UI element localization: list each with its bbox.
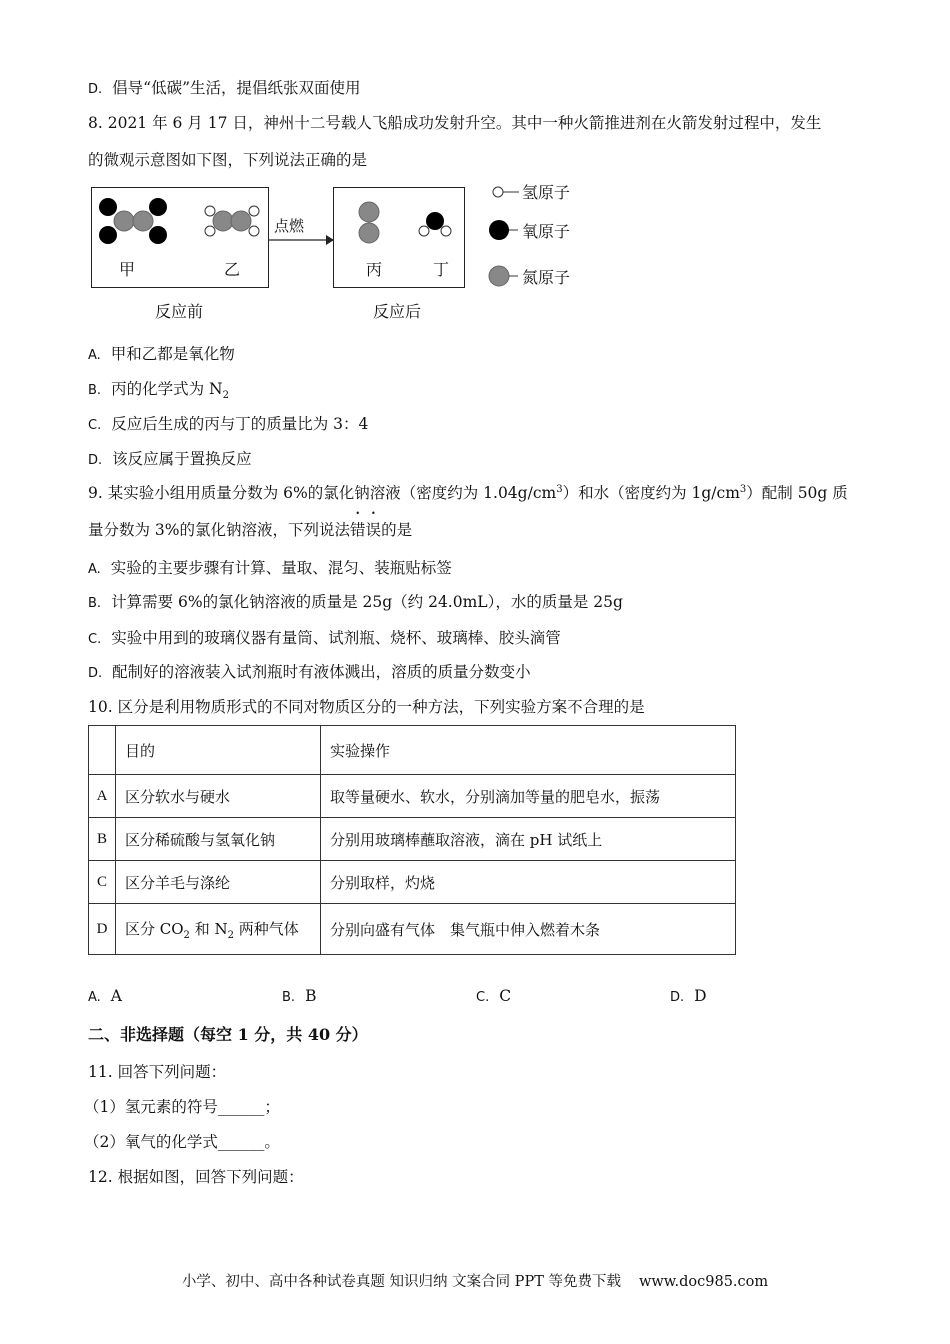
section-title: 二、非选择题（每空 1 分，共 40 分）: [88, 1025, 368, 1044]
label-jia: 甲: [119, 260, 136, 279]
table-cell-operation: 分别取样，灼烧: [321, 861, 736, 904]
q7-option-d: [88, 76, 361, 98]
table-row: [89, 775, 736, 818]
option-letter: C.: [88, 632, 102, 647]
subscript: 2: [183, 929, 190, 941]
label-bing: 丙: [366, 260, 383, 279]
q10-choice-c: [476, 987, 511, 1005]
q9-option-a: [88, 556, 452, 578]
molecule-bing: [354, 201, 384, 247]
option-text: 实验中用到的玻璃仪器有量筒、试剂瓶、烧杯、玻璃棒、胶头滴管: [111, 629, 561, 647]
label-ding: 丁: [433, 260, 450, 279]
option-text: 反应后生成的丙与丁的质量比为 3：4: [111, 415, 369, 433]
q9-stem-part: 量分数为 3%的氯化钠溶液，下列说法: [88, 521, 351, 539]
table-cell-purpose: [116, 904, 321, 955]
oxygen-atom-icon: [488, 218, 518, 242]
table-row: [89, 861, 736, 904]
purpose-part: 和 N: [189, 919, 228, 938]
q8-stem-line2: 的微观示意图如下图，下列说法正确的是: [88, 151, 368, 169]
q8-option-c: [88, 412, 368, 434]
arrow-label: 点燃: [274, 217, 305, 235]
table-cell-purpose: 区分羊毛与涤纶: [116, 861, 321, 904]
option-text: 配制好的溶液装入试剂瓶时有液体溅出，溶质的质量分数变小: [112, 663, 531, 681]
option-text: 计算需要 6%的氯化钠溶液的质量是 25g（约 24.0mL），水的质量是 25g: [111, 593, 623, 611]
molecule-yi: [200, 201, 264, 245]
q10-choice-a: [88, 987, 122, 1005]
table-cell-key: C: [89, 861, 116, 904]
subscript: 2: [227, 929, 234, 941]
option-letter: A.: [88, 348, 101, 363]
option-letter: C.: [88, 418, 102, 433]
q8-option-d: [88, 447, 252, 469]
option-letter: D.: [670, 990, 685, 1005]
q9-stem-part: 的是: [381, 521, 413, 539]
option-text: 甲和乙都是氧化物: [110, 345, 235, 363]
table-row: [89, 818, 736, 861]
table-cell-operation: 分别向盛有气体 集气瓶中伸入燃着木条: [321, 904, 736, 955]
option-text: C: [499, 987, 512, 1005]
nitrogen-atom-icon: [488, 264, 518, 288]
table-cell-key: D: [89, 904, 116, 955]
table-cell-operation: 分别用玻璃棒蘸取溶液，滴在 pH 试纸上: [321, 818, 736, 861]
emphasis-char: 错: [350, 521, 366, 539]
q10-table: [88, 725, 736, 955]
table-cell-purpose: 区分软水与硬水: [116, 775, 321, 818]
option-letter: A.: [88, 990, 101, 1005]
legend-nitrogen: 氮原子: [522, 268, 571, 287]
page-footer: [0, 1270, 950, 1291]
q8-option-b: [88, 377, 229, 401]
option-letter: B.: [88, 383, 102, 398]
purpose-part: 区分 CO: [125, 919, 184, 938]
option-letter: D.: [88, 82, 103, 97]
molecule-ding: [415, 209, 455, 243]
superscript: 3: [556, 483, 563, 495]
emphasis-char: 误: [365, 521, 382, 539]
q8-stem-line1: 8. 2021 年 6 月 17 日，神州十二号载人飞船成功发射升空。其中一种火箭推进剂在火箭发射过程中，发生: [88, 114, 822, 132]
q9-stem-part: ）配制 50g 质: [746, 484, 848, 502]
label-yi: 乙: [224, 260, 241, 279]
option-text: 倡导“低碳”生活，提倡纸张双面使用: [112, 79, 361, 97]
option-text: 丙的化学式为 N: [111, 380, 223, 398]
q11-item-1: （1）氢元素的符号______；: [84, 1098, 280, 1116]
option-letter: C.: [476, 990, 490, 1005]
table-header-cell: 目的: [116, 726, 321, 775]
table-header-row: [89, 726, 736, 775]
caption-before: 反应前: [155, 302, 204, 321]
table-row: [89, 904, 736, 955]
q8-option-a: [88, 342, 235, 364]
option-text: 该反应属于置换反应: [112, 450, 252, 468]
option-letter: D.: [88, 666, 103, 681]
hydrogen-atom-icon: [491, 185, 521, 199]
q9-option-c: [88, 626, 561, 648]
option-letter: B.: [282, 990, 296, 1005]
caption-after: 反应后: [373, 302, 422, 321]
q11-item-2: （2）氧气的化学式______。: [84, 1133, 280, 1151]
subscript: 2: [222, 390, 229, 402]
table-cell-key: A: [89, 775, 116, 818]
legend-oxygen: 氧原子: [522, 222, 571, 241]
molecule-jia: [92, 191, 172, 251]
option-text: B: [305, 987, 317, 1005]
legend-hydrogen: 氢原子: [522, 183, 571, 202]
q8-reaction-figure: [88, 183, 608, 323]
option-text: 实验的主要步骤有计算、量取、混匀、装瓶贴标签: [110, 559, 452, 577]
option-text: D: [694, 987, 707, 1005]
superscript: 3: [739, 483, 747, 495]
table-cell-key: B: [89, 818, 116, 861]
footer-text: 小学、初中、高中各种试卷真题 知识归纳 文案合同 PPT 等免费下载: [181, 1274, 621, 1290]
purpose-part: 两种气体: [233, 919, 299, 938]
q9-stem-part: ）和水（密度约为 1g/cm: [562, 484, 740, 502]
q11-stem: 11. 回答下列问题：: [88, 1063, 227, 1081]
table-cell-purpose: 区分稀硫酸与氢氧化钠: [116, 818, 321, 861]
table-header-cell: [89, 726, 116, 775]
option-letter: A.: [88, 562, 101, 577]
q9-stem-part: 9. 某实验小组用质量分数为 6%的氯化钠溶液（密度约为 1.04g/cm: [88, 484, 557, 502]
q12-stem: 12. 根据如图，回答下列问题：: [88, 1168, 304, 1186]
footer-url: www.doc985.com: [638, 1274, 769, 1290]
table-header-cell: 实验操作: [321, 726, 736, 775]
q9-option-b: [88, 590, 623, 612]
q10-choice-d: [670, 987, 707, 1005]
option-text: A: [110, 987, 122, 1005]
q10-stem: 10. 区分是利用物质形式的不同对物质区分的一种方法，下列实验方案不合理的是: [88, 698, 645, 716]
q10-choice-b: [282, 987, 316, 1005]
option-letter: B.: [88, 596, 102, 611]
option-letter: D.: [88, 453, 103, 468]
q9-stem-line1: [88, 481, 848, 503]
q9-option-d: [88, 660, 531, 682]
table-cell-operation: 取等量硬水、软水，分别滴加等量的肥皂水，振荡: [321, 775, 736, 818]
q9-stem-line2: [88, 518, 412, 540]
